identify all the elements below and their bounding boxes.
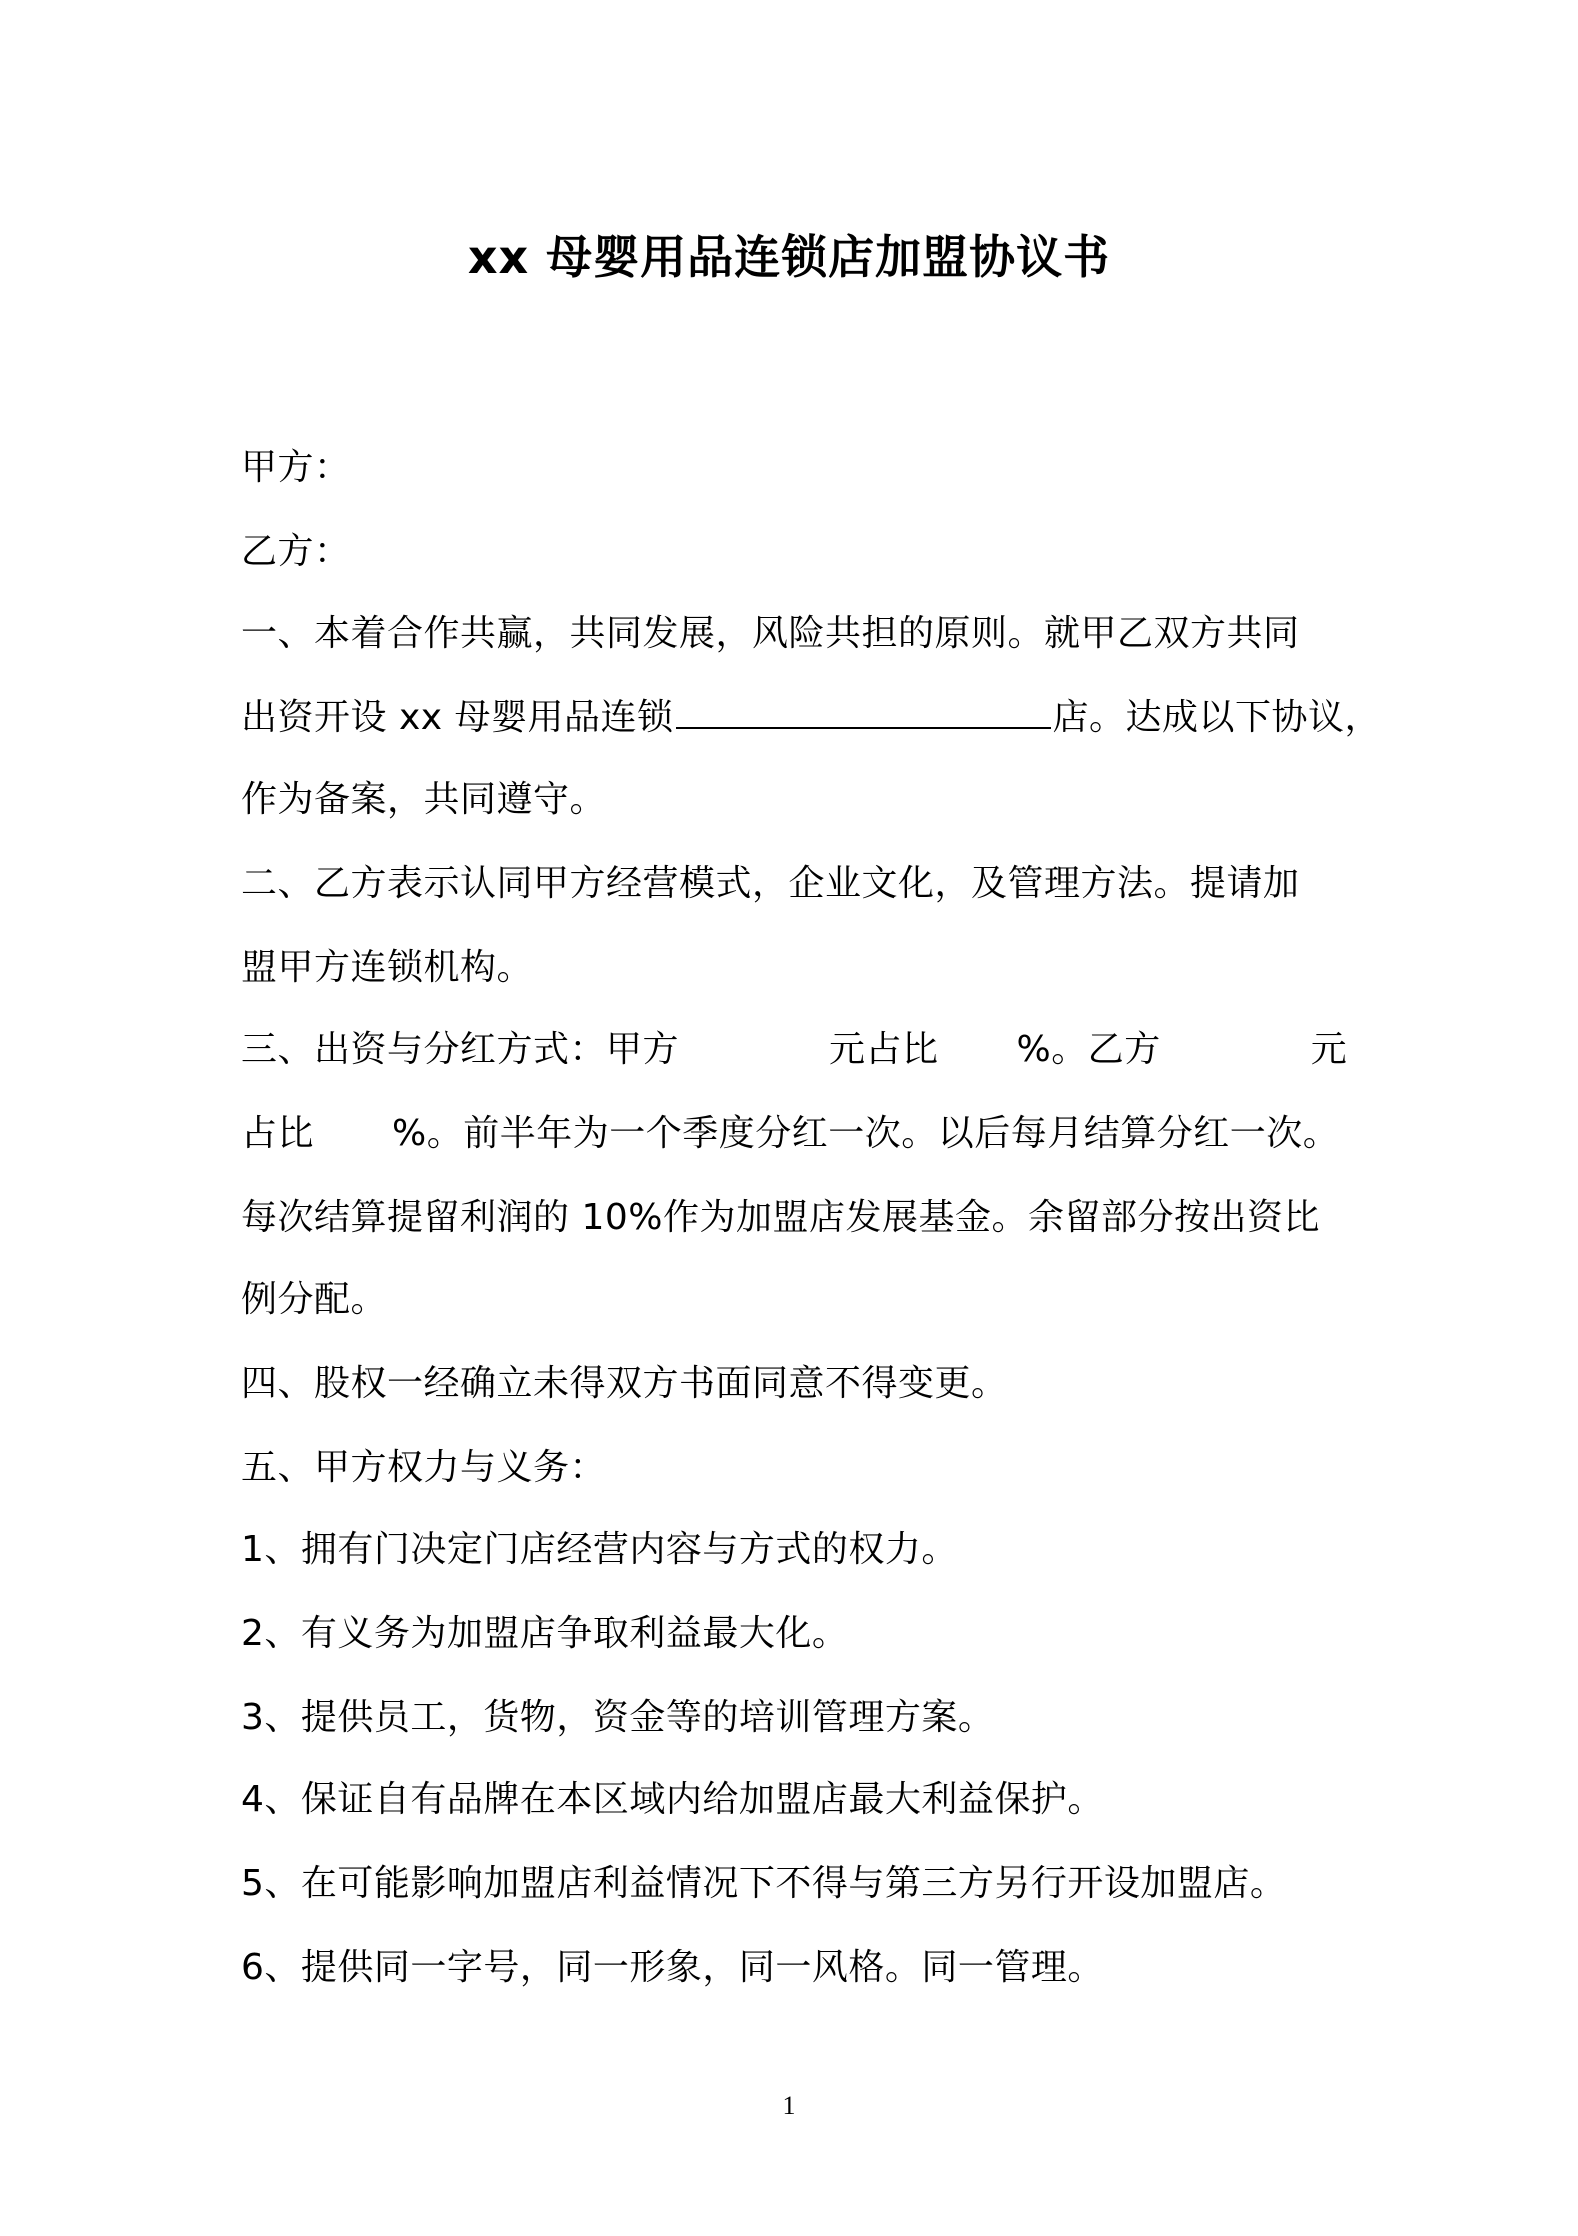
- clause-1-line-3: 作为备案，共同遵守。: [241, 779, 607, 820]
- clause-5-item-5: 5、在可能影响加盟店利益情况下不得与第三方另行开设加盟店。: [241, 1863, 1287, 1904]
- clause-3-line-1-d: 元: [1310, 1029, 1348, 1070]
- clause-5-heading: 五、甲方权力与义务：: [241, 1447, 607, 1488]
- clause-3-line-1-a: 三、出资与分红方式：甲方: [241, 1029, 680, 1070]
- clause-3-line-4: 例分配。: [241, 1279, 388, 1320]
- page-number: 1: [782, 2091, 796, 2120]
- clause-3-line-1-b: 元占比: [829, 1029, 939, 1070]
- clause-3-line-3: 每次结算提留利润的 10%作为加盟店发展基金。余留部分按出资比: [241, 1197, 1320, 1238]
- clause-3-line-1: [241, 1022, 1347, 1078]
- clause-3-line-1-c: %。乙方: [1016, 1029, 1161, 1070]
- clause-3-line-2: [241, 1106, 1339, 1162]
- clause-5-item-4: 4、保证自有品牌在本区域内给加盟店最大利益保护。: [241, 1779, 1104, 1820]
- clause-4: 四、股权一经确立未得双方书面同意不得变更。: [241, 1363, 1008, 1404]
- clause-1-line-2: [241, 690, 1381, 746]
- document-title: xx 母婴用品连锁店加盟协议书: [467, 230, 1111, 284]
- clause-2-line-2: 盟甲方连锁机构。: [241, 947, 534, 988]
- clause-5-item-1: 1、拥有门决定门店经营内容与方式的权力。: [241, 1529, 958, 1570]
- clause-5-item-2: 2、有义务为加盟店争取利益最大化。: [241, 1613, 849, 1654]
- party-a-label: 甲方：: [241, 447, 351, 488]
- party-b-label: 乙方：: [241, 531, 351, 572]
- clause-3-line-2-a: 占比: [241, 1113, 315, 1154]
- clause-5-item-3: 3、提供员工，货物，资金等的培训管理方案。: [241, 1697, 995, 1738]
- clause-1-line-2-pre: 出资开设 xx 母婴用品连锁: [241, 697, 674, 738]
- clause-3-line-2-b: %。前半年为一个季度分红一次。以后每月结算分红一次。: [392, 1113, 1340, 1154]
- clause-2-line-1: 二、乙方表示认同甲方经营模式，企业文化，及管理方法。提请加: [241, 863, 1300, 904]
- clause-5-item-6: 6、提供同一字号，同一形象，同一风格。同一管理。: [241, 1947, 1104, 1988]
- clause-1-line-1: 一、本着合作共赢，共同发展，风险共担的原则。就甲乙双方共同: [241, 613, 1300, 654]
- clause-1-line-2-post: 店。达成以下协议，: [1052, 697, 1382, 738]
- store-name-blank: [676, 697, 1051, 729]
